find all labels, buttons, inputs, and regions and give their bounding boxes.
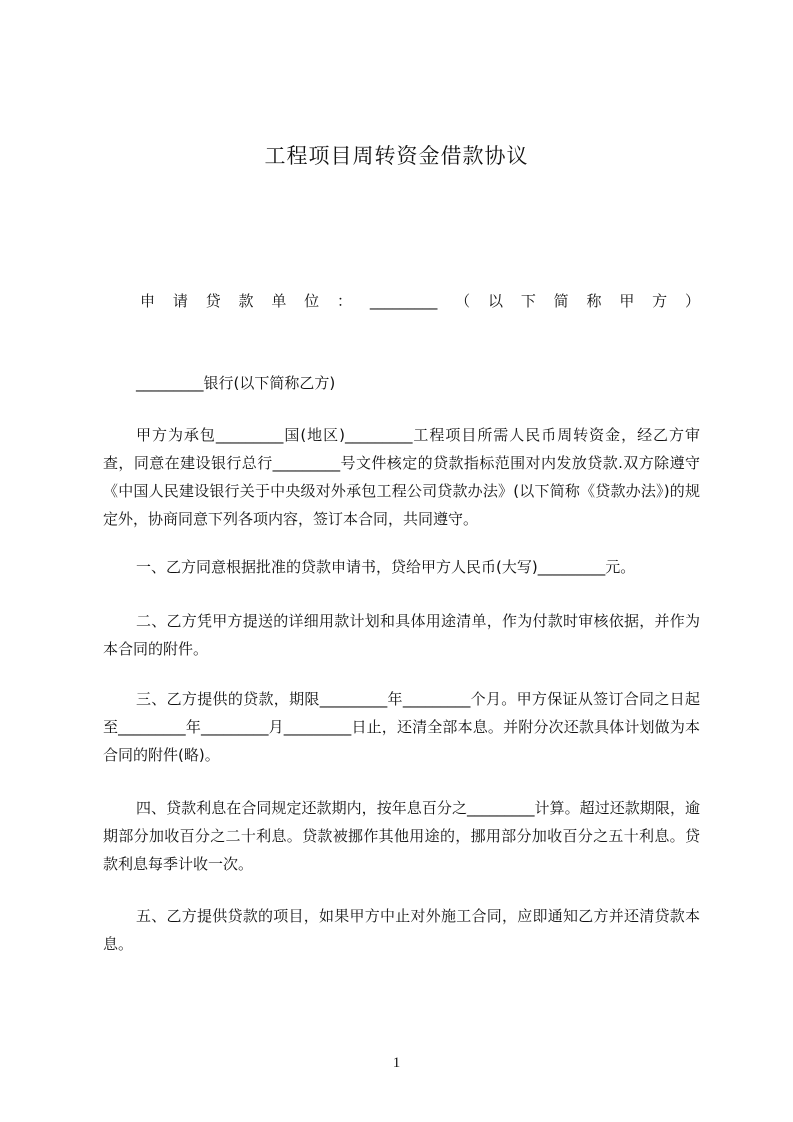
document-title: 工程项目周转资金借款协议 xyxy=(264,144,529,168)
applicant-line: 申请贷款单位：_________（以下简称甲方） xyxy=(140,292,700,310)
bank-line: _________银行(以下简称乙方) xyxy=(136,374,336,392)
clause-3: 三、乙方提供的贷款，期限_________年_________个月。甲方保证从签订合同之日起至_________年_________月_________日止，还清全部本息。并附分次还款具体计划做为本合同的附件(略)。 xyxy=(103,690,700,764)
clause-2: 二、乙方凭甲方提送的详细用款计划和具体用途清单，作为付款时审核依据，并作为本合同的附件。 xyxy=(103,612,700,658)
clause-5: 五、乙方提供贷款的项目，如果甲方中止对外施工合同，应即通知乙方并还清贷款本息。 xyxy=(103,907,700,953)
clause-4: 四、贷款利息在合同规定还款期内，按年息百分之_________计算。超过还款期限，逾期部分加收百分之二十利息。贷款被挪作其他用途的，挪用部分加收百分之五十利息。贷款利息每季计收一次。 xyxy=(103,799,700,873)
page-number: 1 xyxy=(392,1055,401,1071)
clause-1: 一、乙方同意根据批准的贷款申请书，贷给甲方人民币(大写)_________元。 xyxy=(136,558,636,576)
intro-paragraph: 甲方为承包_________国(地区)_________工程项目所需人民币周转资金，经乙方审查，同意在建设银行总行_________号文件核定的贷款指标范围对内发放贷款.双方除遵守《中国人民建设银行关于中央级对外承包工程公司贷款办法》(以下简称《贷款办法》)的规定外，协商同意下列各项内容，签订本合同，共同遵守。 xyxy=(103,426,700,528)
